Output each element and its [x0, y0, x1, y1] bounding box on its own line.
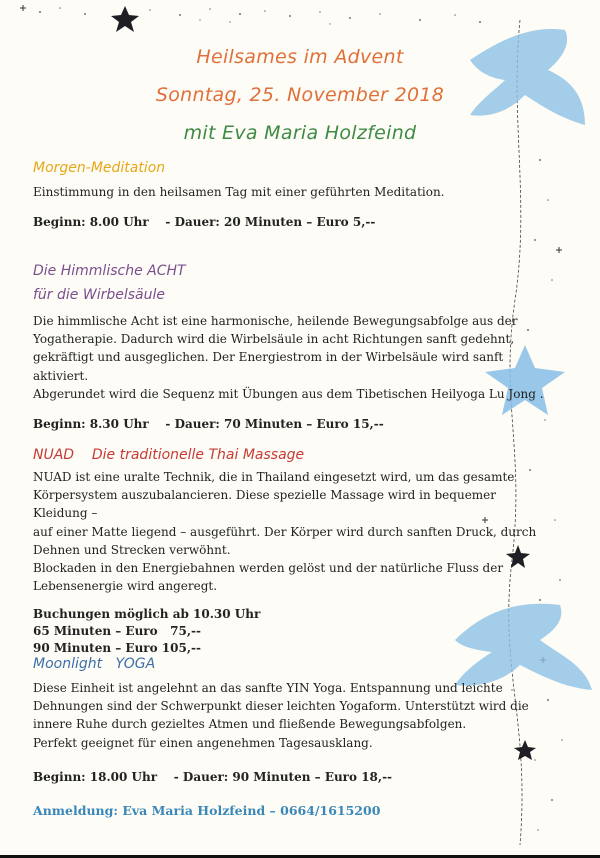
section-title: Die Himmlische ACHT — [33, 263, 186, 279]
section-text — [33, 312, 553, 403]
section-meditation — [33, 156, 553, 231]
section-booking — [33, 606, 553, 657]
section-details: Beginn: 8.30 Uhr - Dauer: 70 Minuten – Euro 15,-- — [33, 417, 384, 432]
text-line: gekräftigt und ausgeglichen. Der Energiestrom in der Wirbelsäule wird sanft aktiviert. — [33, 350, 504, 383]
section-nuad — [33, 443, 553, 657]
section-yoga — [33, 652, 553, 786]
text-line: Lebensenergie wird angeregt. — [33, 579, 218, 594]
flyer-header — [0, 38, 600, 152]
section-acht — [33, 259, 553, 433]
section-subtitle: für die Wirbelsäule — [33, 287, 165, 303]
section-details: Beginn: 8.00 Uhr - Dauer: 20 Minuten – Euro 5,-- — [33, 215, 376, 230]
contact-line: Anmeldung: Eva Maria Holzfeind – 0664/1615200 — [33, 803, 381, 818]
event-host: mit Eva Maria Holzfeind — [183, 122, 417, 144]
text-line: innere Ruhe durch gezieltes Atmen und fließende Bewegungsabfolgen. — [33, 717, 467, 732]
event-date: Sonntag, 25. November 2018 — [155, 84, 445, 106]
section-text — [33, 679, 553, 752]
booking-line: Buchungen möglich ab 10.30 Uhr — [33, 607, 261, 622]
star-icon — [20, 5, 26, 11]
text-line: Dehnen und Strecken verwöhnt. — [33, 542, 231, 557]
text-line: Abgerundet wird die Sequenz mit Übungen aus dem Tibetischen Heilyoga Lu Jong . — [33, 386, 544, 401]
text-line: Perfekt geeignet für einen angenehmen Tagesausklang. — [33, 735, 373, 750]
section-title: Morgen-Meditation — [33, 160, 166, 176]
section-title: NUAD Die traditionelle Thai Massage — [33, 447, 305, 463]
star-icon — [111, 6, 139, 32]
section-title: Moonlight YOGA — [33, 656, 156, 672]
booking-line: 65 Minuten – Euro 75,-- — [33, 624, 201, 639]
booking-line: 90 Minuten – Euro 105,-- — [33, 641, 201, 656]
text-line: Yogatherapie. Dadurch wird die Wirbelsäule in acht Richtungen sanft gedehnt, — [33, 332, 515, 347]
text-line: NUAD ist eine uralte Technik, die in Thailand eingesetzt wird, um das gesamte — [33, 470, 515, 484]
text-line: Körpersystem auszubalancieren. Diese spezielle Massage wird in bequemer Kleidung – — [33, 488, 497, 521]
text-line: Die himmlische Acht ist eine harmonische, heilende Bewegungsabfolge aus der — [33, 314, 518, 328]
event-title: Heilsames im Advent — [196, 46, 404, 68]
text-line: auf einer Matte liegend – ausgeführt. Der Körper wird durch sanften Druck, durch — [33, 524, 537, 539]
star-icon — [556, 247, 562, 253]
text-line: Blockaden in den Energiebahnen werden gelöst und der natürliche Fluss der — [33, 561, 504, 576]
text-line: Diese Einheit ist angelehnt an das sanfte YIN Yoga. Entspannung und leichte — [33, 681, 503, 695]
section-details: Beginn: 18.00 Uhr - Dauer: 90 Minuten – Euro 18,-- — [33, 769, 393, 784]
section-text: Einstimmung in den heilsamen Tag mit einer geführten Meditation. — [33, 185, 445, 199]
section-text — [33, 468, 553, 595]
text-line: Dehnungen sind der Schwerpunkt dieser leichten Yogaform. Unterstützt wird die — [33, 699, 529, 714]
